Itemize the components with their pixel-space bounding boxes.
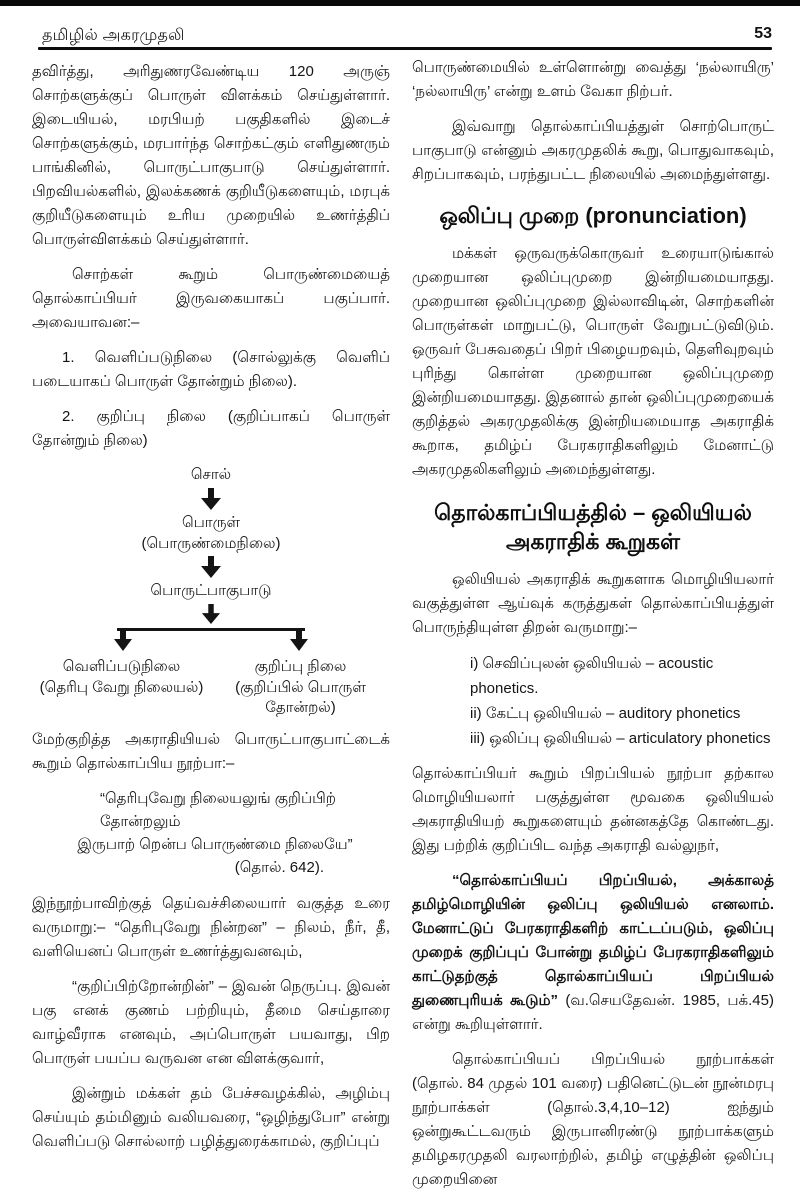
right-quote-paragraph xyxy=(412,869,774,1037)
scan-edge-bar xyxy=(0,0,800,6)
running-title: தமிழில் அகரமுதலி xyxy=(42,27,185,44)
down-arrow-icon xyxy=(199,488,223,510)
right-paragraph-2: இவ்வாறு தொல்காப்பியத்துள் சொற்பொருட் பாகுபாடு என்னும் அகரமுதலிக் கூறு, பொதுவாகவும், சிறப்பாகவும், பரந்துபட்ட நிலையில் அமைந்துள்ளது. xyxy=(412,118,774,183)
flow-branch-left xyxy=(32,656,211,718)
flowchart xyxy=(32,464,390,718)
left-list-item-1: 1. வெளிப்படுநிலை (சொல்லுக்கு வெளிப் படையாகப் பொருள் தோன்றும் நிலை). xyxy=(32,349,390,390)
branch-arrows-icon xyxy=(111,628,311,654)
flow-branch-left-sub: (தெரிபு வேறு நிலையல்) xyxy=(39,679,204,696)
right-paragraph-5: தொல்காப்பியர் கூறும் பிறப்பியல் நூற்பா தற்கால மொழியியலார் பகுத்துள்ள மூவகை ஒலியியல் அகராதியியற் கூறுகளையும் தன்னகத்தே கொண்டது. இது பற்றிக் குறிப்பிட வந்த அகராதி வல்லுநர், xyxy=(412,765,774,854)
right-paragraph-4: ஒலியியல் அகராதிக் கூறுகளாக மொழியியலார் வகுத்துள்ள ஆய்வுக் கருத்துகள் தொல்காப்பியத்துள் பொருந்தியுள்ள திறன் வருமாறு:– xyxy=(412,571,774,636)
left-column xyxy=(32,60,390,1165)
flow-branch-labels xyxy=(32,656,390,718)
phonetics-list xyxy=(470,651,774,751)
down-arrow-icon xyxy=(199,556,223,578)
flow-branch-right xyxy=(211,656,390,718)
verse-line-1: “தெரிபுவேறு நிலையலுங் குறிப்பிற் தோன்றலும் xyxy=(100,790,337,830)
verse-quote xyxy=(70,787,390,879)
list-item: ii) கேட்பு ஒலியியல் – auditory phonetics xyxy=(470,705,741,722)
flow-node-sol: சொல் xyxy=(190,466,232,483)
verse-line-2: இருபாற் றென்ப பொருண்மை நிலையே” xyxy=(77,836,353,853)
left-paragraph-1: தவிர்த்து, அரிதுணரவேண்டிய 120 அருஞ் சொற்களுக்குப் பொருள் விளக்கம் செய்துள்ளார். இடையியல், மரபியற் பகுதிகளில் இடைச் சொற்களுக்கும், மரபார்ந்த சொற்கட்கும் எளிதுணரும் பாங்கினில், பொருட்பாகுபாடு செய்துள்ளார். பிறவியல்களில், இலக்கணக் குறியீடுகளையும், மரபுக் குறியீடுகளையும் உரிய முறையில் உணர்த்திப் பொருள்விளக்கம் செய்துள்ளார். xyxy=(32,63,390,248)
quote-citation-text: (வ.செயதேவன். 1985, பக்.45) என்று கூறியுள்ளார். xyxy=(412,992,774,1033)
right-column xyxy=(412,56,774,1203)
list-item: iii) ஒலிப்பு ஒலியியல் – articulatory phonetics xyxy=(470,730,771,747)
section-heading-tholkappiyam xyxy=(412,498,774,556)
right-paragraph-6: தொல்காப்பியப் பிறப்பியல் நூற்பாக்கள் (தொல். 84 முதல் 101 வரை) பதினெட்டுடன் நூன்மரபு நூற்பாக்கள் (தொல்.3,4,10–12) ஐந்தும் ஒன்றுகூட்டவரும் இருபானிரண்டு நூற்பாக்களும் தமிழகரமுதலி வரலாற்றில், தமிழ் எழுத்தின் ஒலிப்பு முறையினை xyxy=(412,1051,774,1188)
left-paragraph-4: இந்நூற்பாவிற்குத் தெய்வச்சிலையார் வகுத்த உரை வருமாறு:– “தெரிபுவேறு நின்றன” – நிலம், நீர், தீ, வளியெனப் பொருள் உணர்த்துவனவும், xyxy=(32,895,390,960)
left-paragraph-5: “குறிப்பிற்றோன்றின்” – இவன் நெருப்பு. இவன் பகு எனக் குணம் பற்றியும், தீமை செய்தாரை வாழ்வீராக எனவும், அப்பொருள் பயவாது, பிற பொருள் பயப்ப வருவன என விளக்குவார், xyxy=(32,978,390,1067)
flow-branch-right-sub: (குறிப்பில் பொருள் தோன்றல்) xyxy=(235,679,366,716)
flow-node-porul: பொருள் xyxy=(181,514,241,531)
left-paragraph-6: இன்றும் மக்கள் தம் பேச்சவழக்கில், அழிம்பு செய்யும் தம்மினும் வலியவரை, “ஒழிந்துபோ” என்று வெளிப்படு சொல்லாற் பழித்துரைக்காமல், குறிப்புப் xyxy=(32,1085,390,1150)
flow-branch-left-title: வெளிப்படுநிலை xyxy=(62,658,181,675)
down-arrow-icon xyxy=(199,604,223,624)
section-heading-pronunciation: ஒலிப்பு முறை (pronunciation) xyxy=(439,203,747,228)
right-paragraph-1: பொருண்மையில் உள்ளொன்று வைத்து ‘நல்லாயிரு’ ‘நல்லாயிரு’ என்று உளம் வேகா நிற்பர். xyxy=(412,59,774,100)
flow-node-porutpaagupaadu: பொருட்பாகுபாடு xyxy=(150,582,272,599)
section-heading-line-1: தொல்காப்பியத்தில் – ஒலியியல் xyxy=(434,500,752,525)
quote-bold-text: “தொல்காப்பியப் பிறப்பியல், அக்காலத் தமிழ்மொழியின் ஒலிப்பு ஒலியியல் எனலாம். மேனாட்டுப் பேரகராதிகளிற் காட்டப்படும், ஒலிப்பு முறைக் குறிப்புப் போன்று தமிழ்ப் பேரகராதிகளிலும் காட்டுதற்குத் தொல்காப்பியப் பிறப்பியல் துணைபுரியக் கூடும்” xyxy=(412,872,774,1009)
section-heading-line-2: அகராதிக் கூறுகள் xyxy=(506,529,680,554)
page-number: 53 xyxy=(754,25,772,42)
verse-citation: (தொல். 642). xyxy=(234,859,324,876)
right-paragraph-3: மக்கள் ஒருவருக்கொருவர் உரையாடுங்கால் முறையான ஒலிப்புமுறை இன்றியமையாதது. முறையான ஒலிப்புமுறை இல்லாவிடின், சொற்களின் பொருள்கள் மாறுபட்டு, பொருள் வேறுபட்டுவிடும். ஒருவர் பேசுவதைப் பிறர் பிழையறவும், தெளிவுறவும் புரிந்து கொள்ள முறையான ஒலிப்புமுறை இன்றியமையாதது. இதனால் தான் ஒலிப்புமுறையைக் குறித்தல் அகரமுதலிக்கு இன்றியமையாத அகராதிக் கூறாக, தமிழ்ப் பேரகராதிகளிலும் மேனாட்டு அகரமுதலிகளிலும் அமைந்துள்ளது. xyxy=(412,245,774,478)
header-rule xyxy=(38,47,772,50)
left-paragraph-2: சொற்கள் கூறும் பொருண்மையைத் தொல்காப்பியர் இருவகையாகப் பகுப்பார். அவையாவன:– xyxy=(32,266,390,331)
flow-node-porul-sub: (பொருண்மைநிலை) xyxy=(141,535,281,552)
left-paragraph-3: மேற்குறித்த அகராதியியல் பொருட்பாகுபாட்டைக் கூறும் தொல்காப்பிய நூற்பா:– xyxy=(32,731,390,772)
left-list-item-2: 2. குறிப்பு நிலை (குறிப்பாகப் பொருள் தோன்றும் நிலை) xyxy=(32,408,390,449)
flow-branch-right-title: குறிப்பு நிலை xyxy=(254,658,347,675)
list-item: i) செவிப்புலன் ஒலியியல் – acoustic phonetics. xyxy=(470,655,714,697)
